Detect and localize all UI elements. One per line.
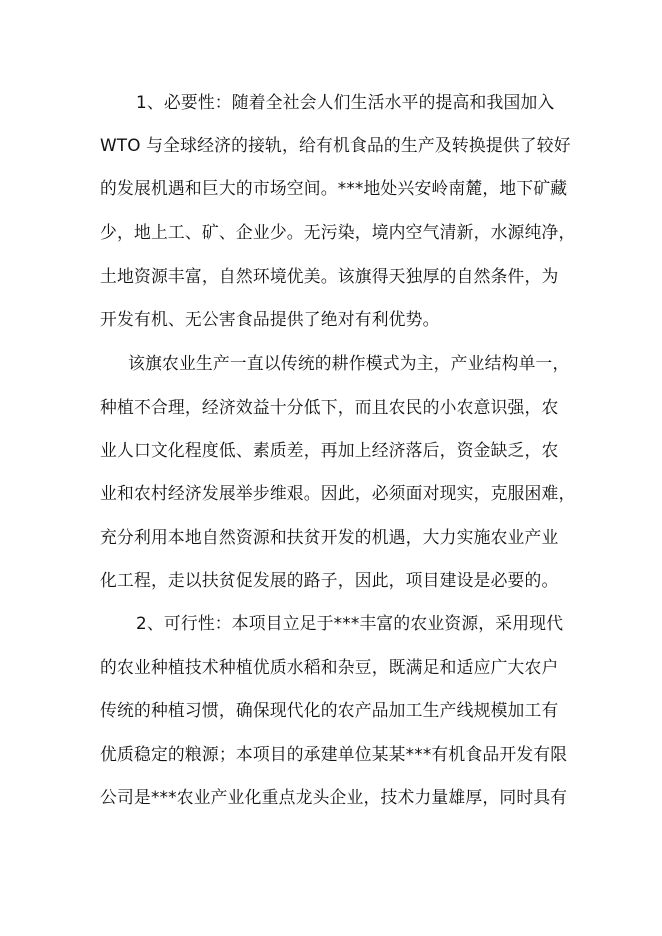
paragraph-1-line-3: 的发展机遇和巨大的市场空间。***地处兴安岭南麓，地下矿藏 — [100, 178, 568, 198]
paragraph-2-line-6: 化工程，走以扶贫促发展的路子，因此，项目建设是必要的。 — [100, 570, 559, 590]
paragraph-3-line-3: 传统的种植习惯，确保现代化的农产品加工生产线规模加工有 — [100, 700, 559, 720]
paragraph-1-line-1: 1、必要性：随着全社会人们生活水平的提高和我国加入 — [136, 92, 555, 112]
paragraph-3-line-4: 优质稳定的粮源；本项目的承建单位某某***有机食品开发有限 — [100, 744, 568, 764]
paragraph-2-line-5: 充分利用本地自然资源和扶贫开发的机遇，大力实施农业产业 — [100, 527, 559, 547]
paragraph-2-line-3: 业人口文化程度低、素质差，再加上经济落后，资金缺乏，农 — [100, 440, 559, 460]
paragraph-1-line-4: 少，地上工、矿、企业少。无污染，境内空气清新，水源纯净， — [100, 222, 576, 242]
paragraph-1-line-2: WTO 与全球经济的接轨，给有机食品的生产及转换提供了较好 — [100, 135, 571, 155]
paragraph-2-line-4: 业和农村经济发展举步维艰。因此，必须面对现实，克服困难， — [100, 483, 576, 503]
paragraph-3-line-5: 公司是***农业产业化重点龙头企业，技术力量雄厚，同时具有 — [100, 787, 568, 807]
paragraph-2-line-2: 种植不合理，经济效益十分低下，而且农民的小农意识强，农 — [100, 397, 559, 417]
paragraph-3-line-2: 的农业种植技术种植优质水稻和杂豆，既满足和适应广大农户 — [100, 657, 559, 677]
paragraph-1-line-5: 土地资源丰富，自然环境优美。该旗得天独厚的自然条件，为 — [100, 266, 559, 286]
paragraph-3-line-1: 2、可行性：本项目立足于***丰富的农业资源，采用现代 — [136, 613, 564, 633]
paragraph-1-line-6: 开发有机、无公害食品提供了绝对有利优势。 — [100, 309, 440, 329]
paragraph-2-line-1: 该旗农业生产一直以传统的耕作模式为主，产业结构单一， — [128, 353, 570, 373]
